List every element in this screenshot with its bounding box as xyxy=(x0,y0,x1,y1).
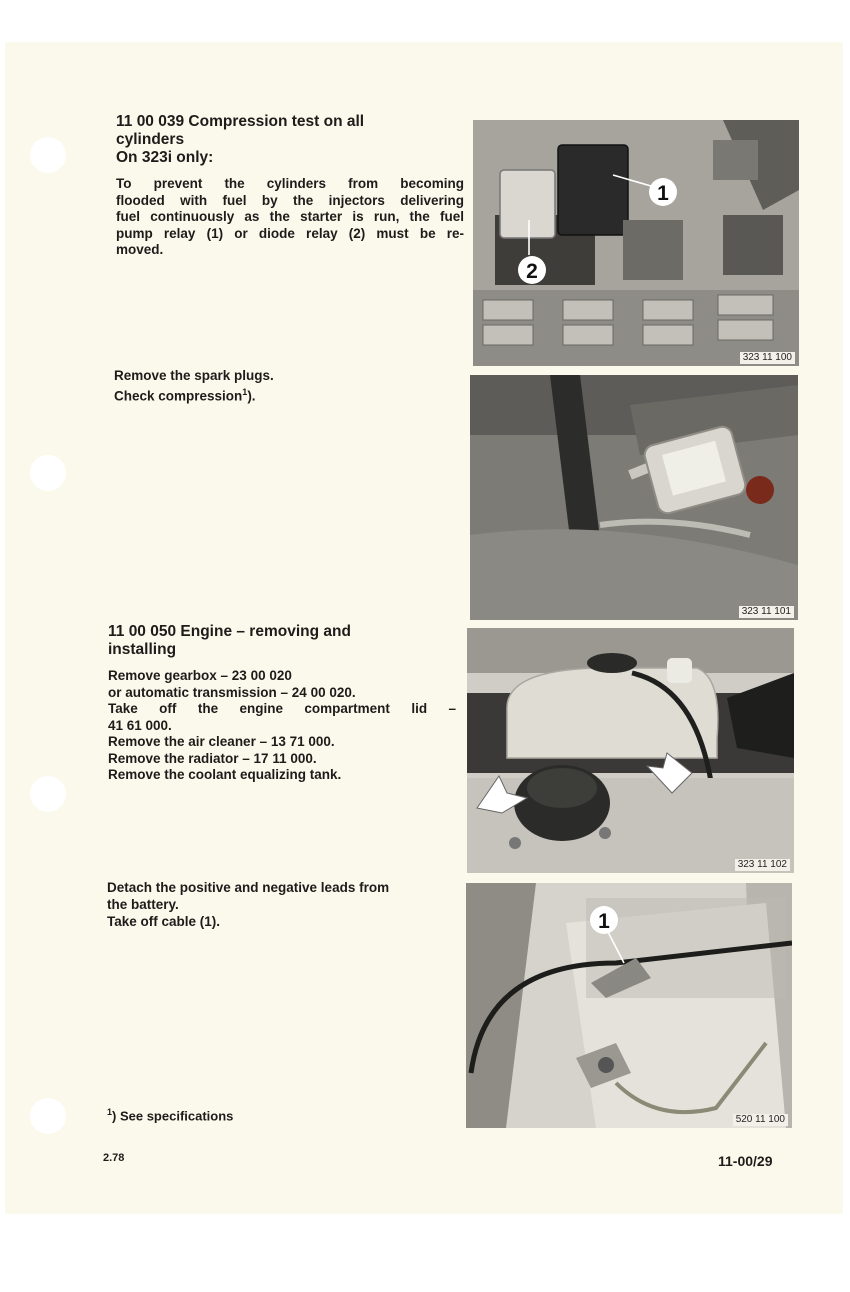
section-heading xyxy=(116,113,464,167)
para-line: moved. xyxy=(116,242,164,257)
instruction-list xyxy=(108,668,456,784)
step-line xyxy=(114,384,454,405)
callout-label: 1 xyxy=(657,182,669,205)
para-line: or automatic transmission – 24 00 020. xyxy=(108,684,356,700)
para-line: 41 61 000. xyxy=(108,717,172,733)
para-line: fuel continuously as the starter is run, the fuel xyxy=(116,209,464,224)
heading-line: cylinders xyxy=(116,131,185,148)
section-engine-removal xyxy=(108,623,456,784)
photo-coolant-tank xyxy=(467,628,794,873)
heading-line: 11 00 050 Engine – removing and xyxy=(108,623,351,640)
heading-line: installing xyxy=(108,641,177,658)
footnote-mark: 1 xyxy=(107,1107,113,1117)
page-number: 11-00/29 xyxy=(718,1153,773,1169)
step-line-end: ). xyxy=(247,388,256,404)
step-battery xyxy=(107,879,457,930)
photo-battery-cable xyxy=(466,883,792,1128)
page-date: 2.78 xyxy=(103,1152,125,1164)
punch-hole-1 xyxy=(30,137,66,173)
step-line: Detach the positive and negative leads from xyxy=(107,880,390,895)
punch-hole-3 xyxy=(30,776,66,812)
footnote-ref: 1 xyxy=(242,387,248,397)
step-spark-plugs xyxy=(114,367,454,405)
step-line: the battery. xyxy=(107,897,179,912)
step-line: Remove the spark plugs. xyxy=(114,368,274,383)
punch-hole-4 xyxy=(30,1098,66,1134)
section-heading xyxy=(108,623,456,659)
photo-compression-tester xyxy=(470,375,798,620)
photo-caption: 520 11 100 xyxy=(733,1114,788,1126)
photo-caption: 323 11 101 xyxy=(739,606,794,618)
heading-line: On 323i only: xyxy=(116,149,214,166)
para-line: flooded with fuel by the injectors delivering xyxy=(116,192,464,208)
photo-caption: 323 11 102 xyxy=(735,859,790,871)
para-line: Remove the radiator – 17 11 000. xyxy=(108,750,317,766)
punch-hole-2 xyxy=(30,455,66,491)
footnote xyxy=(107,1107,233,1123)
para-line: To prevent the cylinders from becoming xyxy=(116,176,464,191)
para-line: Take off the engine compartment lid – xyxy=(108,701,456,716)
step-line: Take off cable (1). xyxy=(107,914,221,929)
step-line-text: Check compression xyxy=(114,388,243,404)
photo-relays xyxy=(473,120,799,366)
para-line: Remove the coolant equalizing tank. xyxy=(108,767,342,782)
para-line: pump relay (1) or diode relay (2) must be re- xyxy=(116,225,464,241)
para-line: Remove the air cleaner – 13 71 000. xyxy=(108,734,335,749)
heading-line: 11 00 039 Compression test on all xyxy=(116,113,365,130)
section-compression-test xyxy=(116,113,464,259)
callout-label: 1 xyxy=(598,910,610,933)
instruction-paragraph xyxy=(116,176,464,259)
para-line: Remove gearbox – 23 00 020 xyxy=(108,668,292,683)
footnote-text: ) See specifications xyxy=(112,1108,234,1124)
photo-caption: 323 11 100 xyxy=(740,352,795,364)
callout-label: 2 xyxy=(526,260,538,283)
